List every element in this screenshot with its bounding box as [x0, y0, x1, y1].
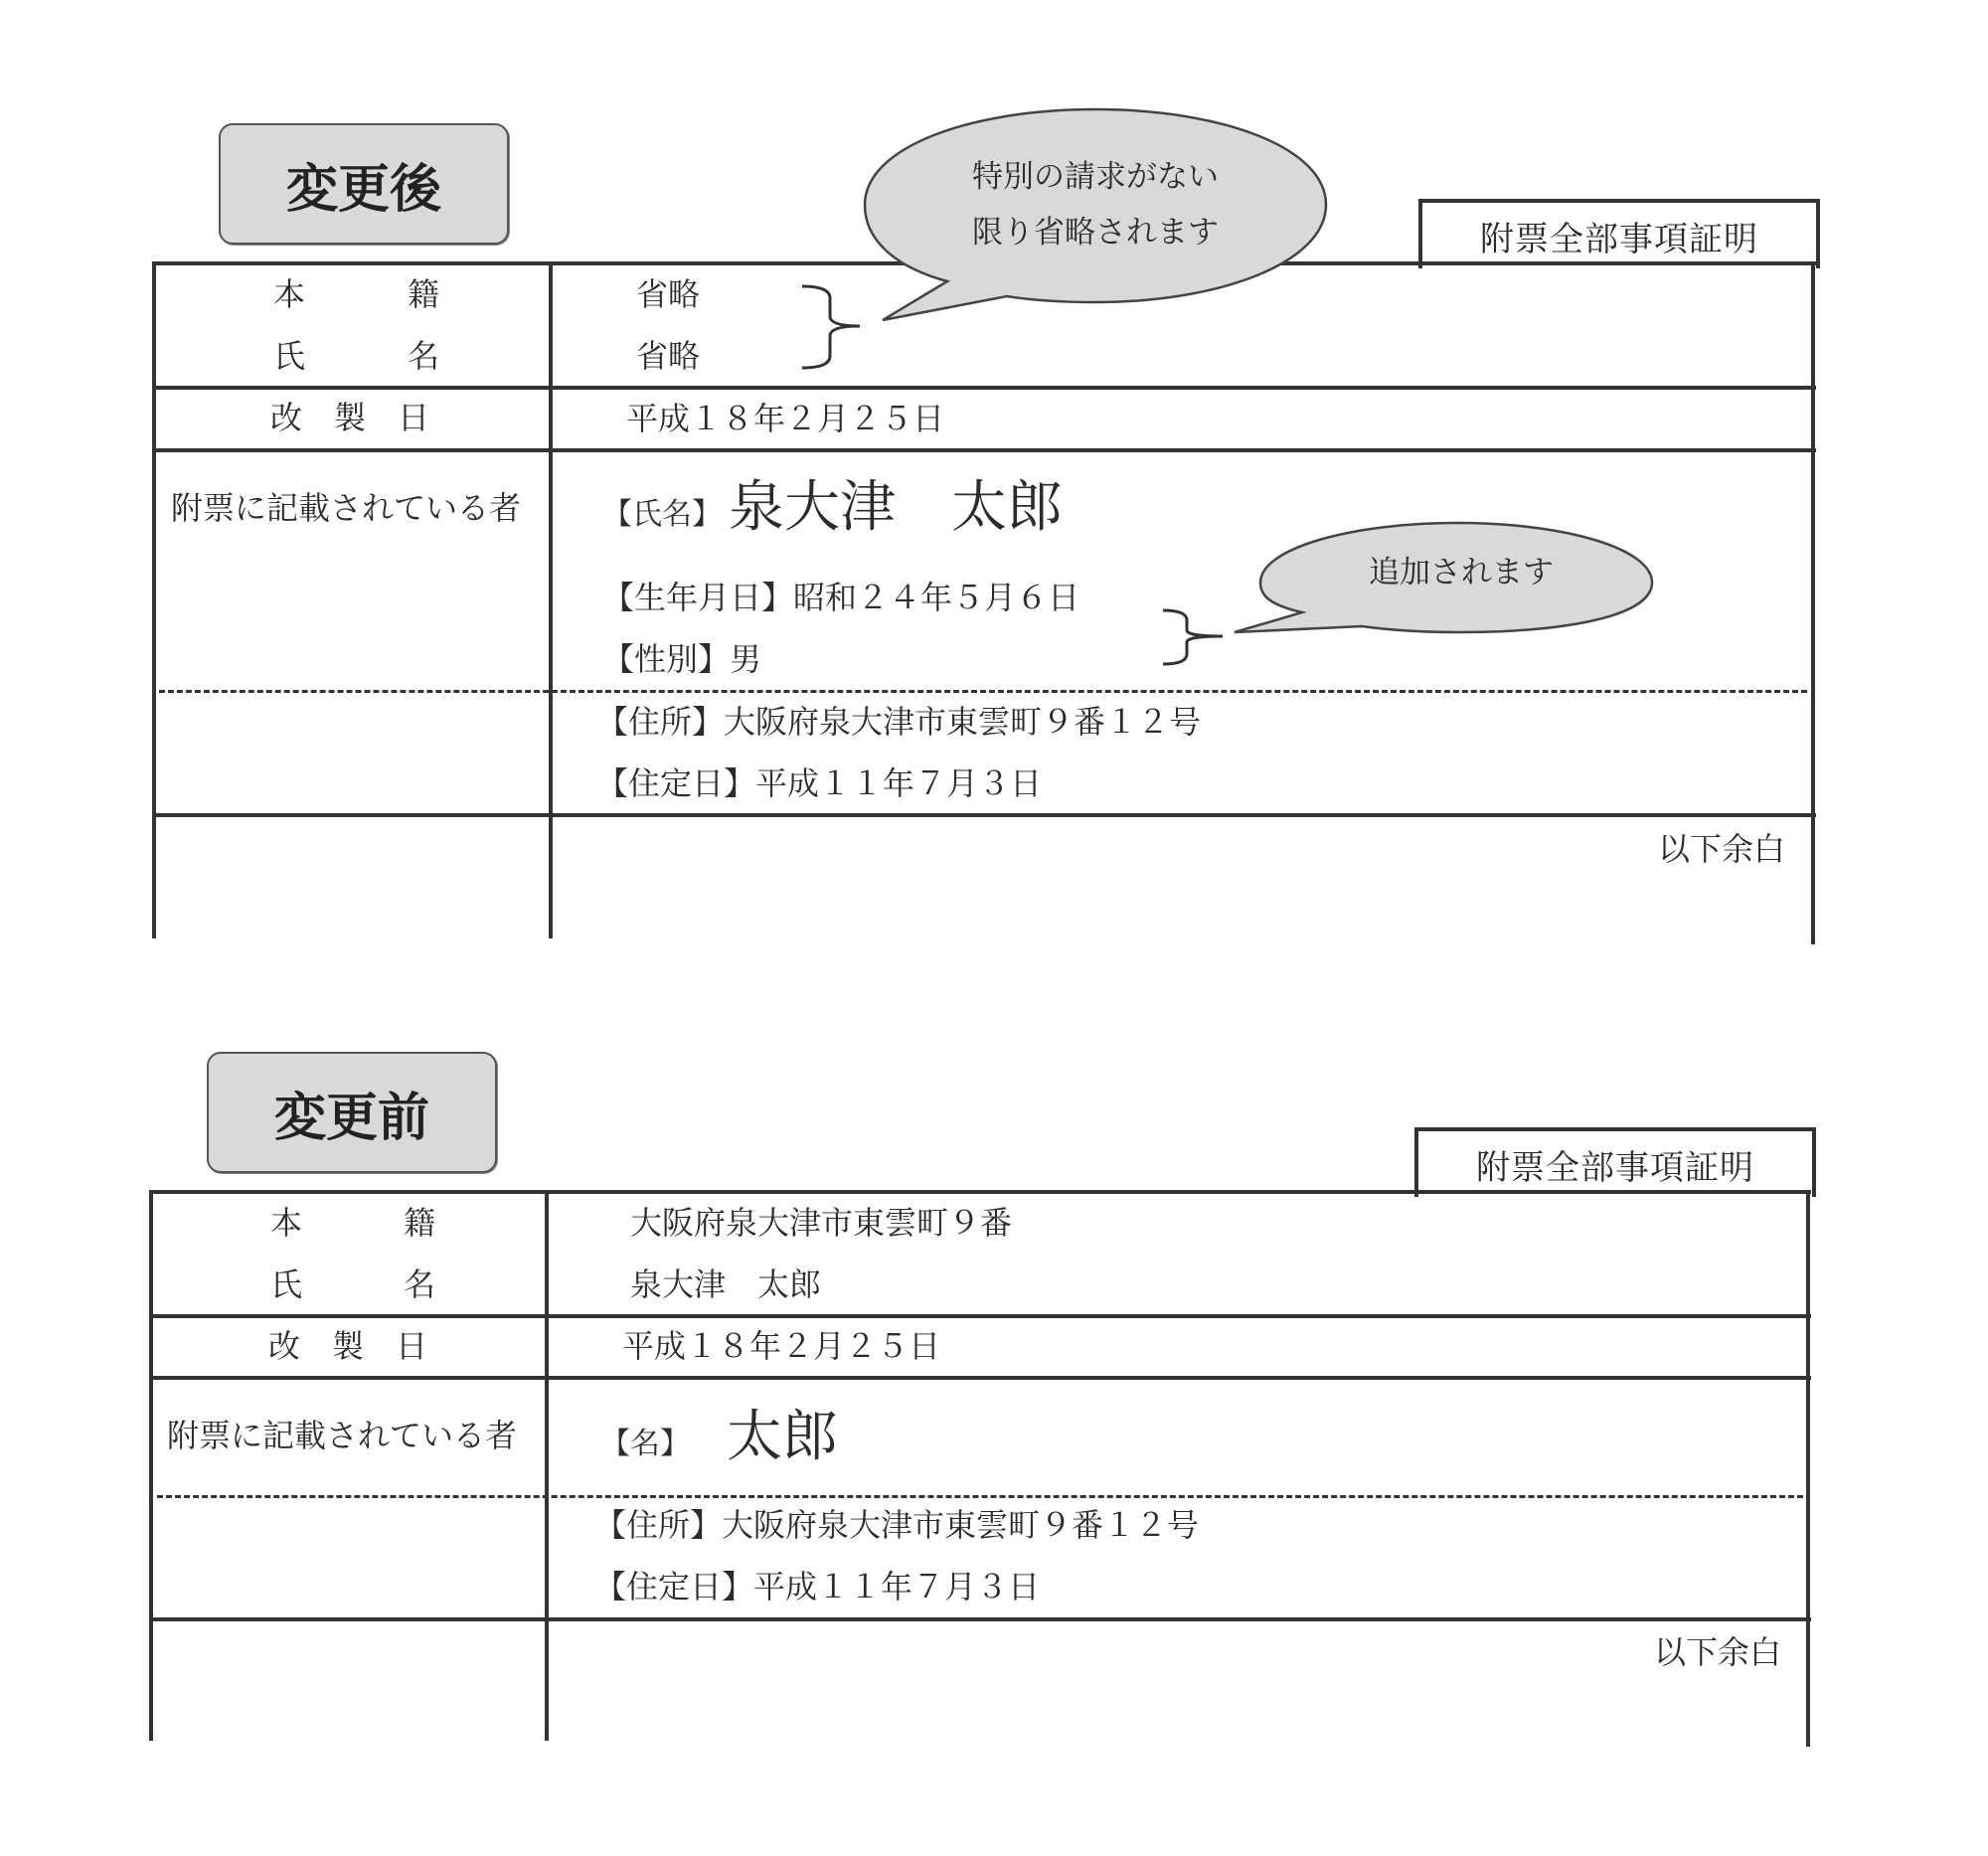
after-address-date: 【住定日】平成１１年７月３日: [596, 764, 1043, 802]
after-label-kaisei: 改 製 日: [270, 399, 430, 436]
before-label-kaisei: 改 製 日: [268, 1327, 428, 1365]
after-label-shimei-1: 氏: [273, 337, 306, 375]
before-name-value: 太郎: [727, 1405, 838, 1469]
after-omit-callout-line1: 特別の請求がない: [972, 159, 1219, 195]
after-certificate-title: 附票全部事項証明: [1418, 199, 1820, 268]
after-omit-callout: [863, 107, 1328, 316]
before-label-shimei-1: 氏: [270, 1265, 303, 1303]
after-added-callout-text: 追加されます: [1369, 555, 1554, 591]
after-label-honseki-2: 籍: [408, 275, 440, 313]
after-birth: 【生年月日】昭和２４年５月６日: [602, 579, 1080, 616]
after-brace-icon: [800, 284, 870, 370]
after-shimei-value: 省略: [636, 337, 701, 375]
after-row-divider-3: [154, 813, 1816, 817]
after-label-shimei-2: 名: [408, 337, 440, 375]
before-badge: 変更前: [207, 1052, 497, 1173]
after-footer: 以下余白: [1658, 830, 1786, 868]
before-footer: 以下余白: [1654, 1633, 1782, 1671]
before-table-top-border: [151, 1190, 1811, 1194]
after-row-divider-1: [154, 386, 1816, 390]
before-shimei-value: 泉大津 太郎: [630, 1265, 822, 1303]
after-name-label: 【氏名】: [602, 497, 722, 532]
after-left-border: [152, 261, 156, 938]
after-kaisei-value: 平成１８年２月２５日: [626, 400, 945, 437]
before-row-divider-3: [151, 1617, 1811, 1621]
before-name-label: 【名】: [600, 1427, 690, 1461]
after-row-divider-2: [154, 448, 1816, 452]
before-address: 【住所】大阪府泉大津市東雲町９番１２号: [594, 1506, 1200, 1544]
after-dashed-divider: [159, 690, 1807, 693]
before-dashed-divider: [157, 1495, 1803, 1498]
after-omit-callout-text: [863, 149, 1328, 260]
before-label-honseki-2: 籍: [404, 1204, 436, 1242]
after-right-border: [1811, 261, 1815, 944]
before-label-shimei-2: 名: [404, 1265, 436, 1303]
after-label-person: 附票に記載されている者: [171, 489, 522, 527]
before-left-border: [149, 1190, 153, 1741]
after-brace-2-icon: [1161, 608, 1231, 666]
before-certificate-title: 附票全部事項証明: [1414, 1127, 1816, 1197]
after-added-callout: [1233, 521, 1658, 646]
before-column-divider: [545, 1190, 549, 1741]
after-badge: 変更後: [219, 123, 509, 245]
before-row-divider-2: [151, 1376, 1811, 1380]
before-label-person: 附票に記載されている者: [167, 1417, 518, 1454]
before-row-divider-1: [151, 1314, 1811, 1318]
before-label-honseki-1: 本: [270, 1204, 303, 1242]
after-label-honseki-1: 本: [273, 275, 306, 313]
before-right-border: [1806, 1190, 1810, 1747]
before-kaisei-value: 平成１８年２月２５日: [622, 1327, 941, 1365]
after-address: 【住所】大阪府泉大津市東雲町９番１２号: [596, 703, 1202, 741]
after-name-value: 泉大津 太郎: [729, 475, 1063, 540]
before-honseki-value: 大阪府泉大津市東雲町９番: [630, 1204, 1013, 1242]
after-omit-callout-line2: 限り省略されます: [972, 215, 1219, 251]
after-honseki-value: 省略: [636, 275, 701, 313]
before-address-date: 【住定日】平成１１年７月３日: [594, 1568, 1041, 1605]
after-sex: 【性別】男: [602, 640, 762, 678]
after-column-divider: [549, 261, 553, 938]
